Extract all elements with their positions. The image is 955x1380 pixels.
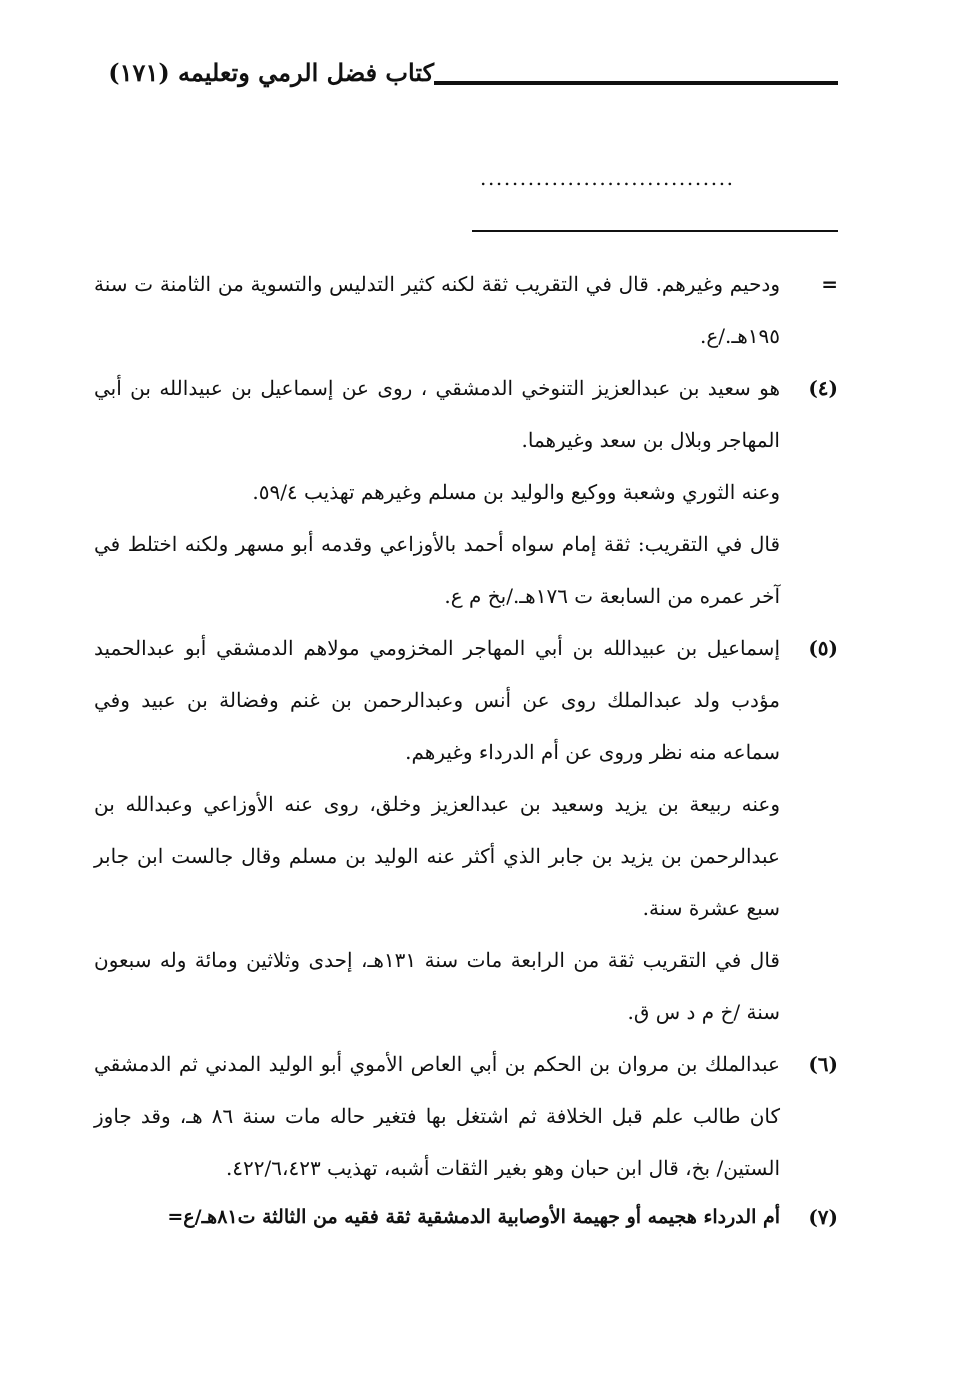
footnote-number: (٤) <box>808 376 838 400</box>
footnote-paragraph: وعنه الثوري وشعبة ووكيع والوليد بن مسلم وغيرهم تهذيب ٥٩/٤. <box>252 480 780 504</box>
footnote-number: (٦) <box>808 1052 838 1076</box>
footnote-paragraph: هو سعيد بن عبدالعزيز التنوخي الدمشقي ، روى عن إسماعيل بن عبيدالله بن أبي المهاجر وبلال بن سعد وغيرهما. <box>94 376 780 452</box>
footnote-7 <box>94 1194 838 1240</box>
footnote-continued <box>94 258 838 362</box>
footnote-paragraph: عبدالملك بن مروان بن الحكم بن أبي العاص الأموي أبو الوليد المدني ثم الدمشقي كان طالب علم قبل الخلافة ثم اشتغل بها فتغير حاله مات سنة ٨٦ هـ، وقد جاوز الستين/ بخ، قال ابن حبان وهو بغير الثقات أشبه، تهذيب ٤٢٢/٦،٤٢٣. <box>94 1052 780 1180</box>
footnote-4 <box>94 362 838 622</box>
running-title: كتاب فضل الرمي وتعليمه (١٧١) <box>88 56 434 90</box>
footnote-paragraph: قال في التقريب: ثقة إمام سواه أحمد بالأوزاعي وقدمه أبو مسهر ولكنه اختلط في آخر عمره من السابعة ت ١٧٦هـ./بخ م ع. <box>94 532 780 608</box>
footnote-number: (٧) <box>808 1205 838 1229</box>
footnote-6 <box>94 1038 838 1194</box>
footnote-5 <box>94 622 838 1038</box>
dotted-separator: ................................ <box>480 166 735 190</box>
footnote-rule <box>472 230 838 232</box>
footnote-paragraph: ودحيم وغيرهم. قال في التقريب ثقة لكنه كثير التدليس والتسوية من الثامنة ت سنة ١٩٥هـ./ع. <box>94 272 781 348</box>
footnote-number: (٥) <box>808 636 838 660</box>
footnote-marker: = <box>821 272 838 296</box>
footnote-paragraph: إسماعيل بن عبيدالله بن أبي المهاجر المخزومي مولاهم الدمشقي أبو عبدالحميد مؤدب ولد عبدالملك روى عن أنس وعبدالرحمن بن غنم وفضالة بن عبيد وفي سماعه منه نظر وروى عن أم الدرداء وغيرهم. <box>94 636 780 764</box>
footnotes <box>94 258 838 1240</box>
footnote-paragraph: أم الدرداء هجيمه أو جهيمة الأوصابية الدمشقية ثقة فقيه من الثالثة ت٨١هـ/ع= <box>167 1206 780 1228</box>
page-header <box>86 56 838 96</box>
footnote-paragraph: قال في التقريب ثقة من الرابعة مات سنة ١٣١هـ، إحدى وثلاثين ومائة وله سبعون سنة /خ م د س ق. <box>94 948 780 1024</box>
footnote-paragraph: وعنه ربيعة بن يزيد وسعيد بن عبدالعزيز وخلق، روى عنه الأوزاعي وعبدالله بن عبدالرحمن بن يزيد بن جابر الذي أكثر عنه الوليد بن مسلم وقال جالست ابن جابر سبع عشرة سنة. <box>94 792 780 920</box>
